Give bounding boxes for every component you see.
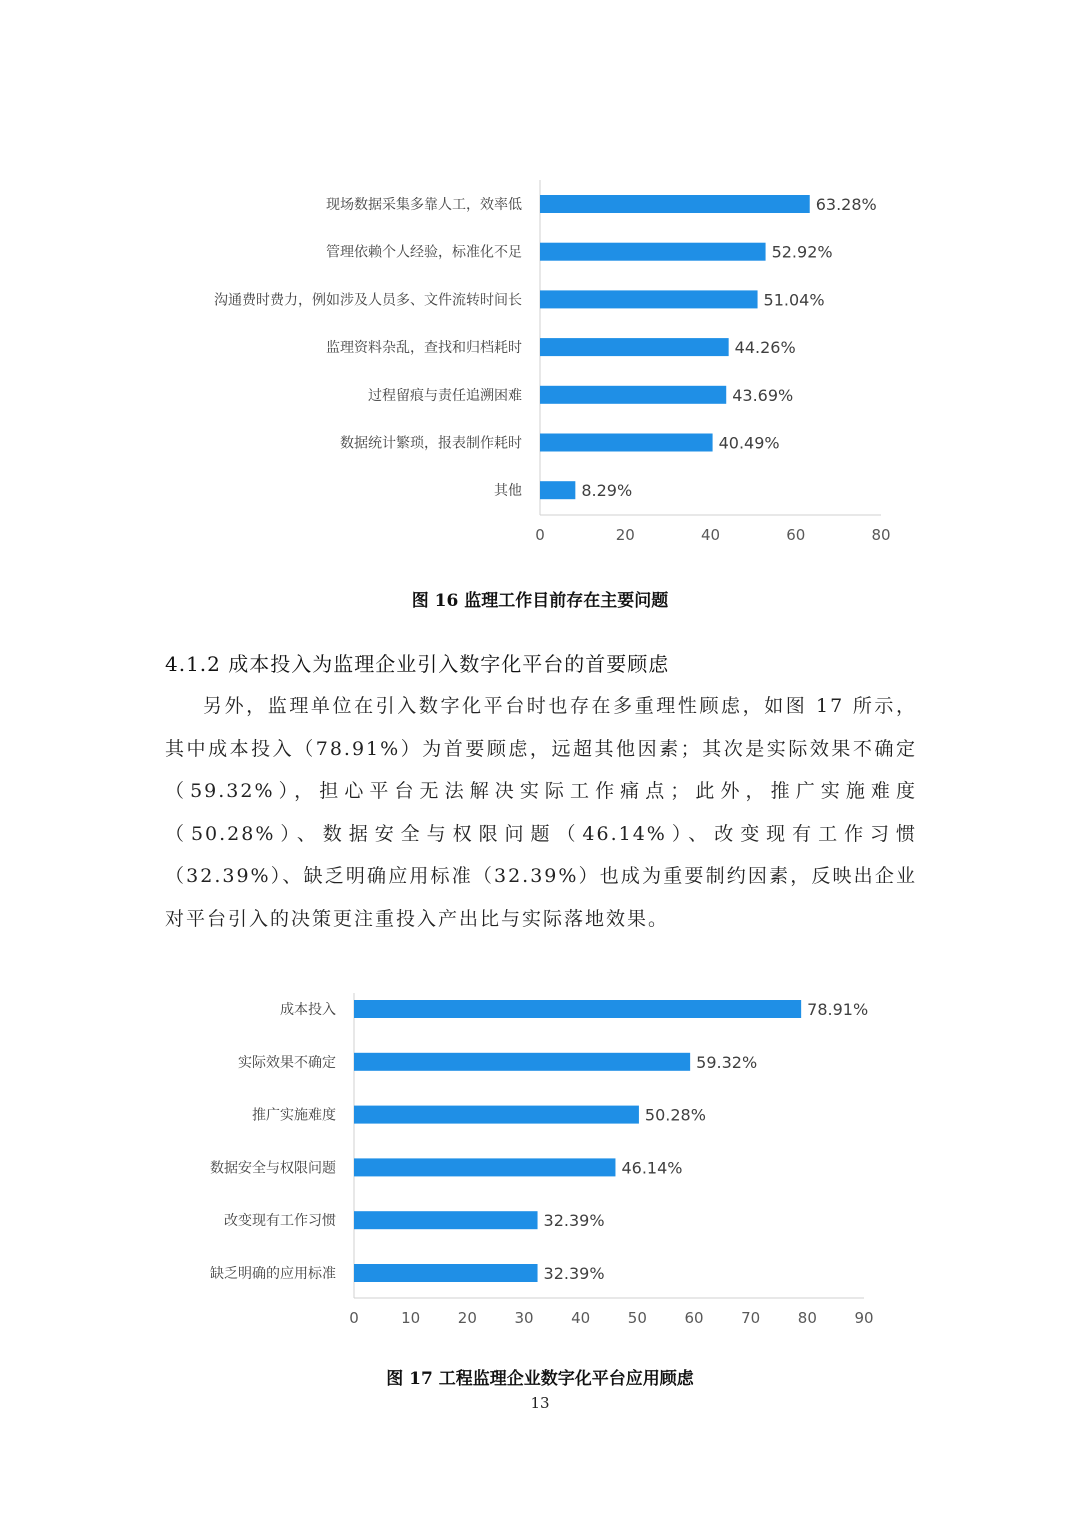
- x-tick-label: 80: [797, 1309, 817, 1327]
- bar: [354, 1211, 538, 1229]
- bar: [354, 1158, 615, 1176]
- data-label: 51.04%: [763, 290, 825, 310]
- x-tick-label: 60: [786, 526, 806, 544]
- bar: [354, 1106, 639, 1124]
- bar-chart-main-problems: [0, 175, 1080, 555]
- category-label: 管理依赖个人经验，标准化不足: [326, 244, 522, 261]
- bar: [354, 1000, 801, 1018]
- bar: [540, 195, 810, 213]
- x-tick-label: 80: [871, 526, 891, 544]
- bar: [540, 243, 766, 261]
- data-label: 40.49%: [718, 433, 780, 453]
- x-tick-label: 30: [514, 1309, 534, 1327]
- figure-17-caption: 图 17 工程监理企业数字化平台应用顾虑: [386, 1369, 694, 1389]
- x-tick-label: 40: [700, 526, 721, 544]
- data-label: 59.32%: [696, 1052, 758, 1072]
- category-label: 推广实施难度: [252, 1107, 336, 1124]
- page-number: 13: [530, 1394, 550, 1412]
- data-label: 8.29%: [581, 481, 633, 501]
- body-paragraph: 另外，监理单位在引入数字化平台时也存在多重理性顾虑，如图 17 所示，其中成本投入（78.91%）为首要顾虑，远超其他因素；其次是实际效果不确定（59.32%），担心平台无法解决实际工作痛点；此外，推广实施难度（50.28%）、数据安全与权限问题（46.14%）、改变现有工作习惯（32.39%）、缺乏明确应用标准（32.39%）也成为重要制约因素，反映出企业对平台引入的决策更注重投入产出比与实际落地效果。: [165, 695, 917, 930]
- category-label: 其他: [494, 483, 522, 500]
- x-tick-label: 0: [535, 526, 545, 544]
- category-label: 改变现有工作习惯: [224, 1213, 336, 1230]
- bar: [540, 290, 758, 308]
- x-tick-label: 40: [571, 1309, 591, 1327]
- category-label: 实际效果不确定: [238, 1054, 336, 1071]
- category-label: 沟通费时费力，例如涉及人员多、文件流转时间长: [214, 292, 522, 309]
- data-label: 50.28%: [644, 1105, 706, 1125]
- category-label: 数据统计繁琐，报表制作耗时: [340, 435, 522, 452]
- data-label: 32.39%: [543, 1211, 605, 1231]
- bar-chart-platform-concerns: [0, 985, 1080, 1335]
- x-tick-label: 50: [627, 1309, 647, 1327]
- chart-main-problems: [0, 175, 1080, 555]
- bar: [354, 1264, 538, 1282]
- category-label: 缺乏明确的应用标准: [210, 1266, 336, 1282]
- section-heading: 4.1.2 成本投入为监理企业引入数字化平台的首要顾虑: [165, 652, 670, 676]
- category-label: 现场数据采集多靠人工，效率低: [326, 197, 522, 213]
- data-label: 44.26%: [734, 338, 796, 358]
- x-tick-label: 20: [457, 1309, 477, 1327]
- x-tick-label: 60: [684, 1309, 704, 1327]
- data-label: 52.92%: [771, 242, 833, 262]
- bar: [540, 481, 575, 499]
- bar: [540, 386, 726, 404]
- x-tick-label: 70: [741, 1309, 761, 1327]
- figure-16-caption: 图 16 监理工作目前存在主要问题: [411, 591, 669, 611]
- data-label: 43.69%: [732, 385, 794, 405]
- data-label: 63.28%: [815, 195, 877, 214]
- chart-platform-concerns: [0, 985, 1080, 1335]
- bar: [540, 338, 729, 356]
- x-tick-label: 20: [615, 526, 635, 544]
- category-label: 数据安全与权限问题: [210, 1160, 336, 1177]
- category-label: 监理资料杂乱，查找和归档耗时: [326, 340, 522, 357]
- bar: [540, 434, 713, 452]
- data-label: 32.39%: [543, 1264, 605, 1283]
- x-tick-label: 10: [401, 1309, 421, 1327]
- data-label: 78.91%: [807, 1000, 869, 1019]
- category-label: 过程留痕与责任追溯困难: [368, 387, 522, 404]
- x-tick-label: 0: [349, 1309, 359, 1327]
- bar: [354, 1053, 690, 1071]
- x-tick-label: 90: [854, 1309, 874, 1327]
- data-label: 46.14%: [621, 1158, 683, 1178]
- category-label: 成本投入: [280, 1002, 336, 1018]
